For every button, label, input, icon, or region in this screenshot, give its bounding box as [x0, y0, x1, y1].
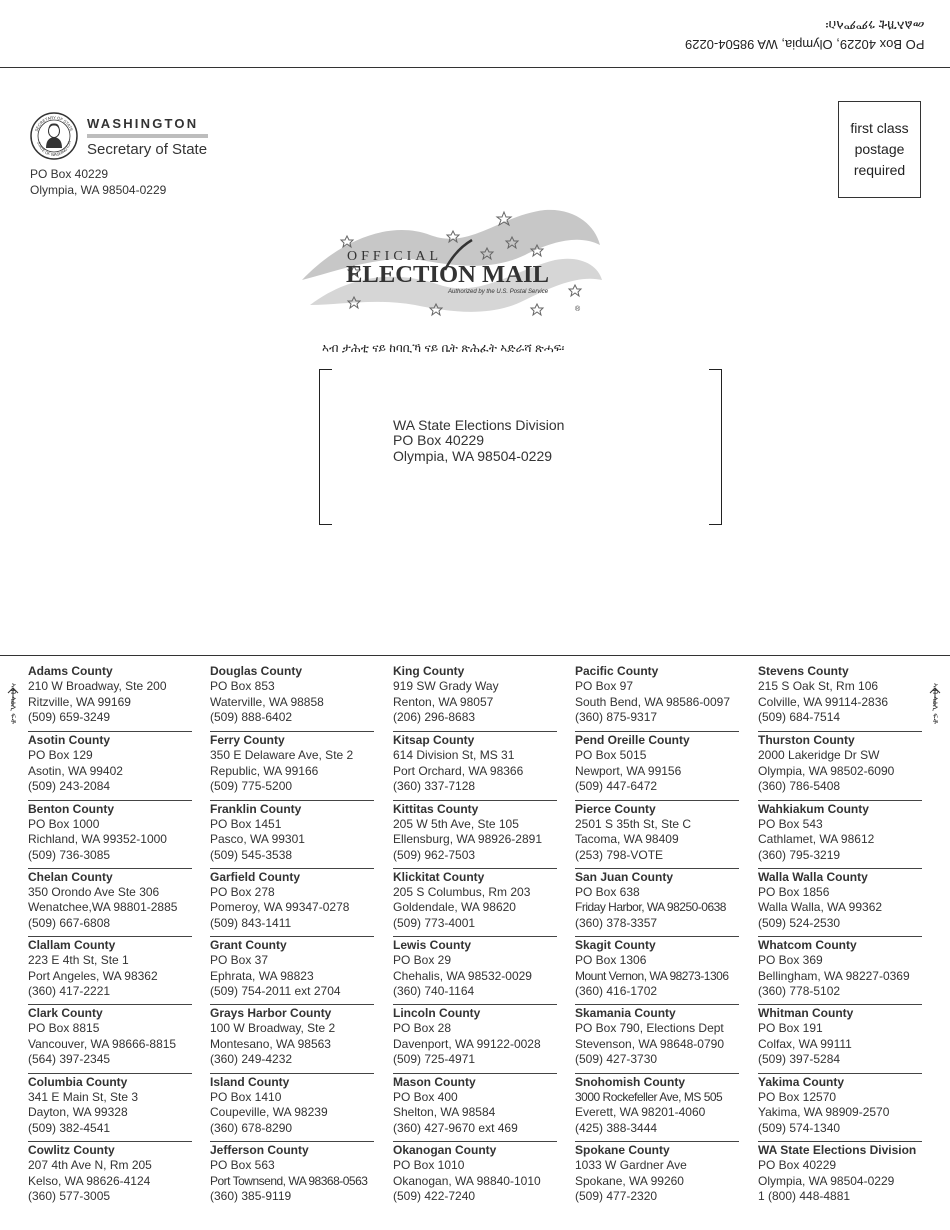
county-address-line: Okanogan, WA 98840-1010	[393, 1173, 541, 1188]
county-address-line: Pasco, WA 99301	[210, 832, 305, 847]
county-address-line: Dayton, WA 99328	[28, 1105, 128, 1120]
county-name: Adams County	[28, 664, 113, 678]
county-entry	[758, 663, 922, 731]
county-address-line: Tacoma, WA 98409	[575, 832, 679, 847]
county-entry	[393, 868, 557, 936]
county-phone: (509) 725-4971	[393, 1052, 476, 1067]
county-name: Lincoln County	[393, 1006, 481, 1021]
county-entry	[758, 868, 922, 936]
county-address-line: Colfax, WA 99111	[758, 1036, 852, 1051]
county-phone: (360) 678-8290	[210, 1120, 293, 1135]
county-address-line: 215 S Oak St, Rm 106	[758, 679, 879, 693]
county-address-line: PO Box 29	[393, 953, 452, 968]
county-address-line: Cathlamet, WA 98612	[758, 832, 875, 847]
county-phone: (253) 798-VOTE	[575, 847, 664, 862]
county-name: King County	[393, 664, 465, 678]
county-phone: (509) 754-2011 ext 2704	[210, 984, 341, 999]
county-name: Skamania County	[575, 1006, 676, 1021]
county-address-line: Waterville, WA 98858	[210, 694, 324, 709]
county-phone: (509) 574-1340	[758, 1120, 841, 1135]
county-entry	[758, 1141, 922, 1209]
county-phone: (425) 388-3444	[575, 1120, 658, 1135]
sender-address-line: PO Box 40229	[30, 167, 109, 181]
county-address-line: Kelso, WA 98626-4124	[28, 1173, 151, 1188]
county-address-line: Pomeroy, WA 99347-0278	[210, 900, 350, 915]
county-address-line: PO Box 853	[210, 679, 275, 693]
county-address-line: South Bend, WA 98586-0097	[575, 694, 731, 709]
county-column	[393, 663, 557, 1209]
county-address-line: Bellingham, WA 98227-0369	[758, 968, 910, 983]
county-name: Ferry County	[210, 733, 285, 748]
official-election-mail-logo	[300, 200, 605, 325]
county-name: Island County	[210, 1074, 290, 1089]
county-entry	[575, 1141, 739, 1209]
recipient-line: PO Box 40229	[393, 432, 485, 448]
county-entry	[393, 800, 557, 868]
county-phone: (360) 385-9119	[210, 1189, 292, 1204]
fold-line	[0, 67, 950, 68]
county-name: Okanogan County	[393, 1143, 497, 1158]
recipient-line: Olympia, WA 98504-0229	[393, 448, 553, 464]
county-name: Clark County	[28, 1006, 103, 1021]
svg-text:STATE OF WASHINGTON: STATE OF WASHINGTON	[36, 140, 72, 158]
county-address-line: PO Box 97	[575, 679, 634, 693]
county-address-line: Stevenson, WA 98648-0790	[575, 1036, 724, 1051]
county-name: Cowlitz County	[28, 1143, 115, 1158]
county-name: Mason County	[393, 1074, 476, 1089]
county-address-line: PO Box 1410	[210, 1089, 282, 1104]
county-entry	[575, 1004, 739, 1072]
logo-tagline: Authorized by the U.S. Postal Service	[448, 289, 549, 295]
logo-line2: ELECTION MAIL	[346, 262, 549, 288]
county-phone: (360) 577-3005	[28, 1189, 111, 1204]
county-name: Clallam County	[28, 938, 116, 953]
county-entry	[575, 936, 739, 1004]
county-entry	[210, 868, 374, 936]
county-address-line: PO Box 129	[28, 748, 93, 763]
county-entry	[28, 1141, 192, 1209]
county-name: San Juan County	[575, 869, 674, 884]
postage-box	[838, 101, 921, 198]
sender-address-line: Olympia, WA 98504-0229	[30, 183, 167, 197]
county-phone: (509) 427-3730	[575, 1052, 658, 1067]
county-entry	[28, 868, 192, 936]
county-entry	[758, 800, 922, 868]
county-phone: 1 (800) 448-4881	[758, 1189, 851, 1204]
window-bracket-right	[709, 369, 722, 525]
county-address-line: PO Box 5015	[575, 748, 647, 763]
county-entry	[210, 800, 374, 868]
county-name: Whitman County	[758, 1006, 854, 1021]
county-phone: (509) 243-2084	[28, 779, 111, 794]
county-address-line: Olympia, WA 98502-6090	[758, 763, 895, 778]
county-address-line: Walla Walla, WA 99362	[758, 900, 883, 915]
county-address-line: PO Box 278	[210, 884, 275, 899]
county-entry	[575, 663, 739, 731]
county-address-line: 2000 Lakeridge Dr SW	[758, 748, 880, 763]
county-address-line: PO Box 12570	[758, 1089, 837, 1104]
county-entry	[210, 731, 374, 799]
county-address-line: Vancouver, WA 98666-8815	[28, 1036, 177, 1051]
county-column	[575, 663, 739, 1209]
county-entry	[575, 1073, 739, 1141]
county-entry	[393, 1004, 557, 1072]
county-phone: (509) 888-6402	[210, 710, 293, 724]
county-address-line: Ellensburg, WA 98926-2891	[393, 832, 542, 847]
county-phone: (509) 447-6472	[575, 779, 658, 794]
county-address-line: 100 W Broadway, Ste 2	[210, 1021, 336, 1036]
county-address-line: Friday Harbor, WA 98250-0638	[575, 900, 726, 915]
postage-line: required	[853, 162, 906, 178]
county-entry	[393, 663, 557, 731]
county-name: Thurston County	[758, 733, 855, 748]
county-name: Pierce County	[575, 801, 656, 816]
postage-line: postage	[854, 141, 905, 157]
county-phone: (509) 422-7240	[393, 1189, 476, 1204]
county-address-line: Asotin, WA 99402	[28, 763, 123, 778]
county-name: Klickitat County	[393, 869, 485, 884]
county-address-line: Richland, WA 99352-1000	[28, 832, 167, 847]
county-address-line: 223 E 4th St, Ste 1	[28, 953, 129, 968]
county-address-line: PO Box 1856	[758, 884, 830, 899]
county-address-line: Coupeville, WA 98239	[210, 1105, 328, 1120]
county-address-line: 1033 W Gardner Ave	[575, 1158, 687, 1173]
county-address-line: PO Box 369	[758, 953, 823, 968]
county-entry	[575, 868, 739, 936]
county-name: Spokane County	[575, 1143, 670, 1158]
county-address-line: PO Box 563	[210, 1158, 275, 1173]
county-entry	[758, 936, 922, 1004]
county-name: WA State Elections Division	[758, 1143, 917, 1158]
county-phone: (564) 397-2345	[28, 1052, 111, 1067]
county-address-line: PO Box 191	[758, 1021, 823, 1036]
county-address-line: Colville, WA 99114-2836	[758, 694, 889, 709]
county-address-line: PO Box 543	[758, 816, 823, 831]
county-name: Lewis County	[393, 938, 472, 953]
county-entry	[28, 1004, 192, 1072]
side-label-right: ኣብ ላዕሊ ፍቶ	[931, 683, 940, 724]
county-address-line: 350 Orondo Ave Ste 306	[28, 884, 160, 899]
county-phone: (360) 416-1702	[575, 984, 658, 999]
county-name: Grant County	[210, 938, 287, 953]
county-phone: (360) 778-5102	[758, 984, 841, 999]
county-address-line: 919 SW Grady Way	[393, 679, 499, 693]
county-phone: (509) 736-3085	[28, 847, 111, 862]
county-phone: (509) 397-5284	[758, 1052, 841, 1067]
county-entry	[393, 1073, 557, 1141]
side-label-left: ኣብ ላዕሊ ፍቶ	[9, 683, 18, 724]
county-address-line: Yakima, WA 98909-2570	[758, 1105, 890, 1120]
county-address-line: Republic, WA 99166	[210, 763, 319, 778]
state-seal-icon	[30, 112, 78, 160]
county-phone: (509) 843-1411	[210, 915, 292, 930]
window-bracket-left	[319, 369, 332, 525]
county-address-line: PO Box 1000	[28, 816, 100, 831]
county-entry	[28, 936, 192, 1004]
county-name: Kitsap County	[393, 733, 475, 748]
county-address-line: Renton, WA 98057	[393, 694, 494, 709]
org-divider	[87, 134, 208, 138]
county-name: Pend Oreille County	[575, 733, 690, 748]
return-label: መልእኽቲ ንምምላስ፡	[825, 18, 924, 33]
county-address-line: Mount Vernon, WA 98273-1306	[575, 968, 729, 983]
svg-text:SECRETARY OF STATE: SECRETARY OF STATE	[33, 114, 75, 133]
county-name: Asotin County	[28, 733, 110, 748]
county-address-line: Wenatchee,WA 98801-2885	[28, 900, 178, 915]
county-name: Benton County	[28, 801, 114, 816]
county-name: Garfield County	[210, 869, 301, 884]
county-phone: (360) 740-1164	[393, 984, 475, 999]
county-address-line: Port Angeles, WA 98362	[28, 968, 158, 983]
county-address-line: PO Box 638	[575, 884, 640, 899]
county-entry	[210, 663, 374, 731]
county-address-line: Chehalis, WA 98532-0029	[393, 968, 532, 983]
return-address-strip	[685, 16, 924, 54]
county-phone: (360) 378-3357	[575, 915, 658, 930]
county-entry	[393, 1141, 557, 1209]
county-name: Kittitas County	[393, 801, 479, 816]
county-entry	[28, 731, 192, 799]
county-address-line: PO Box 1306	[575, 953, 647, 968]
county-entry	[210, 1004, 374, 1072]
county-address-line: 210 W Broadway, Ste 200	[28, 679, 167, 693]
county-address-line: PO Box 8815	[28, 1021, 100, 1036]
county-phone: (509) 773-4001	[393, 915, 476, 930]
county-address-line: 2501 S 35th St, Ste C	[575, 816, 692, 831]
county-name: Pacific County	[575, 664, 659, 678]
county-phone: (360) 427-9670 ext 469	[393, 1120, 518, 1135]
county-phone: (509) 775-5200	[210, 779, 293, 794]
county-address-line: PO Box 400	[393, 1089, 458, 1104]
county-name: Skagit County	[575, 938, 656, 953]
county-phone: (509) 667-6808	[28, 915, 111, 930]
county-address-line: 614 Division St, MS 31	[393, 748, 515, 763]
county-phone: (360) 786-5408	[758, 779, 841, 794]
county-address-line: Davenport, WA 99122-0028	[393, 1036, 541, 1051]
county-phone: (509) 684-7514	[758, 710, 841, 724]
county-name: Grays Harbor County	[210, 1006, 332, 1021]
county-phone: (360) 337-7128	[393, 779, 476, 794]
county-address-line: PO Box 37	[210, 953, 269, 968]
county-name: Yakima County	[758, 1074, 845, 1089]
county-name: Columbia County	[28, 1074, 128, 1089]
window-instruction: ኣብ ታሕቲ ናይ ከባቢኻ ናይ ቤት ጽሕፈት ኣድራሻ ጽሓፍ፡	[322, 341, 565, 355]
county-phone: (509) 962-7503	[393, 847, 476, 862]
county-address-line: 3000 Rockefeller Ave, MS 505	[575, 1089, 723, 1104]
county-address-line: 341 E Main St, Ste 3	[28, 1089, 139, 1104]
county-phone: (509) 477-2320	[575, 1189, 658, 1204]
county-entry	[758, 731, 922, 799]
county-address-line: 207 4th Ave N, Rm 205	[28, 1158, 152, 1173]
county-address-line: Ritzville, WA 99169	[28, 694, 131, 709]
county-address-line: 350 E Delaware Ave, Ste 2	[210, 748, 354, 763]
county-entry	[210, 1141, 374, 1209]
county-entry	[575, 800, 739, 868]
county-phone: (360) 795-3219	[758, 847, 841, 862]
recipient-line: WA State Elections Division	[393, 417, 565, 433]
county-entry	[758, 1073, 922, 1141]
county-entry	[393, 936, 557, 1004]
county-address-line: Shelton, WA 98584	[393, 1105, 496, 1120]
county-address-line: Ephrata, WA 98823	[210, 968, 314, 983]
logo-registered-mark: ®	[575, 306, 581, 313]
county-column	[28, 663, 192, 1209]
county-address-line: Spokane, WA 99260	[575, 1173, 684, 1188]
county-address-line: Port Orchard, WA 98366	[393, 763, 524, 778]
county-phone: (360) 417-2221	[28, 984, 111, 999]
county-address-line: Olympia, WA 98504-0229	[758, 1173, 895, 1188]
county-address-line: 205 S Columbus, Rm 203	[393, 884, 531, 899]
county-address-line: PO Box 28	[393, 1021, 452, 1036]
county-name: Jefferson County	[210, 1143, 309, 1158]
county-name: Walla Walla County	[758, 869, 868, 884]
county-name: Franklin County	[210, 801, 302, 816]
county-entry	[28, 1073, 192, 1141]
county-column	[210, 663, 374, 1209]
county-address-line: Newport, WA 99156	[575, 763, 682, 778]
county-entry	[393, 731, 557, 799]
county-entry	[28, 800, 192, 868]
county-phone: (360) 249-4232	[210, 1052, 293, 1067]
county-entry	[210, 936, 374, 1004]
county-entry	[575, 731, 739, 799]
county-name: Snohomish County	[575, 1074, 685, 1089]
county-phone: (360) 875-9317	[575, 710, 658, 724]
county-phone: (509) 545-3538	[210, 847, 293, 862]
county-phone: (509) 382-4541	[28, 1120, 111, 1135]
county-address-line: Montesano, WA 98563	[210, 1036, 331, 1051]
county-address-line: Goldendale, WA 98620	[393, 900, 516, 915]
county-address-line: Everett, WA 98201-4060	[575, 1105, 706, 1120]
county-address-line: PO Box 40229	[758, 1158, 837, 1173]
county-name: Wahkiakum County	[758, 801, 869, 816]
org-subtitle: Secretary of State	[87, 141, 208, 158]
county-name: Stevens County	[758, 664, 849, 678]
county-address-line: 205 W 5th Ave, Ste 105	[393, 816, 519, 831]
county-column	[758, 663, 922, 1209]
county-entry	[28, 663, 192, 731]
return-address-line: PO Box 40229, Olympia, WA 98504-0229	[684, 37, 924, 52]
county-entry	[210, 1073, 374, 1141]
logo-line1: OFFICIAL	[347, 249, 443, 264]
county-entry	[758, 1004, 922, 1072]
county-phone: (509) 524-2530	[758, 915, 841, 930]
county-phone: (206) 296-8683	[393, 710, 476, 724]
county-phone: (509) 659-3249	[28, 710, 111, 724]
postage-line: first class	[850, 120, 909, 136]
county-address-line: PO Box 1010	[393, 1158, 465, 1173]
county-address-line: Port Townsend, WA 98368-0563	[210, 1173, 368, 1188]
org-name: WASHINGTON	[87, 116, 199, 131]
county-address-line: PO Box 790, Elections Dept	[575, 1021, 724, 1036]
county-name: Douglas County	[210, 664, 302, 678]
county-address-line: PO Box 1451	[210, 816, 282, 831]
grid-top-rule	[0, 655, 950, 656]
county-name: Whatcom County	[758, 938, 857, 953]
county-name: Chelan County	[28, 869, 113, 884]
